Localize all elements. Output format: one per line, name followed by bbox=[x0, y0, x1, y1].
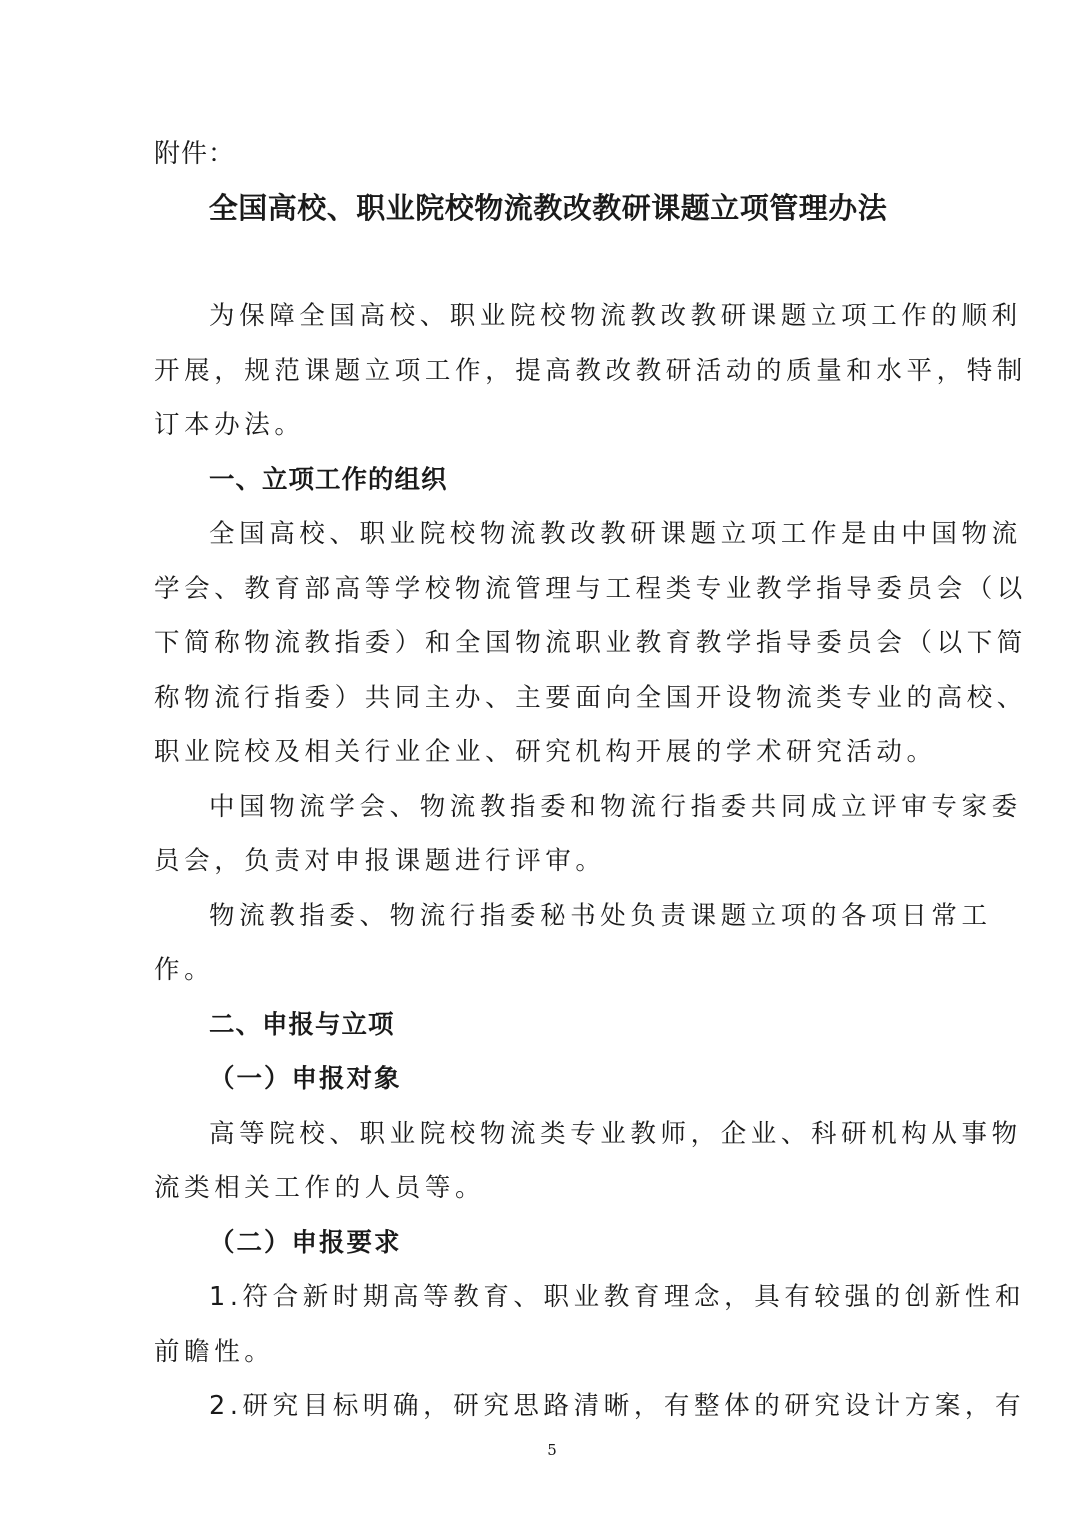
attachment-label: 附件： bbox=[154, 139, 236, 169]
section-heading: 二、申报与立项 bbox=[209, 1010, 395, 1040]
paragraph-line: 订本办法。 bbox=[154, 410, 305, 440]
paragraph-first-line: 为保障全国高校、职业院校物流教改教研课题立项工作的顺利 bbox=[209, 301, 1022, 331]
paragraph-line: 开展，规范课题立项工作，提高教改教研活动的质量和水平，特制 bbox=[154, 356, 1027, 386]
paragraph-first-line: 中国物流学会、物流教指委和物流行指委共同成立评审专家委 bbox=[209, 792, 1022, 822]
paragraph-line: 员会，负责对申报课题进行评审。 bbox=[154, 846, 606, 876]
paragraph-line: 流类相关工作的人员等。 bbox=[154, 1173, 486, 1203]
paragraph-first-line: 2.研究目标明确，研究思路清晰，有整体的研究设计方案，有 bbox=[209, 1391, 1026, 1421]
paragraph-line: 作。 bbox=[154, 955, 215, 985]
paragraph-line: 前瞻性。 bbox=[154, 1337, 275, 1367]
paragraph-first-line: 全国高校、职业院校物流教改教研课题立项工作是由中国物流 bbox=[209, 519, 1022, 549]
paragraph-line: 职业院校及相关行业企业、研究机构开展的学术研究活动。 bbox=[154, 737, 937, 767]
paragraph-line: 学会、教育部高等学校物流管理与工程类专业教学指导委员会（以 bbox=[154, 574, 1027, 604]
subsection-heading: （一）申报对象 bbox=[209, 1064, 402, 1094]
paragraph-line: 下简称物流教指委）和全国物流职业教育教学指导委员会（以下简 bbox=[154, 628, 1027, 658]
subsection-heading: （二）申报要求 bbox=[209, 1228, 402, 1258]
paragraph-first-line: 物流教指委、物流行指委秘书处负责课题立项的各项日常工 bbox=[209, 901, 992, 931]
page-number: 5 bbox=[547, 1441, 557, 1459]
section-heading: 一、立项工作的组织 bbox=[209, 465, 448, 495]
paragraph-first-line: 高等院校、职业院校物流类专业教师，企业、科研机构从事物 bbox=[209, 1119, 1022, 1149]
document-title: 全国高校、职业院校物流教改教研课题立项管理办法 bbox=[208, 191, 888, 225]
paragraph-line: 称物流行指委）共同主办、主要面向全国开设物流类专业的高校、 bbox=[154, 683, 1027, 713]
paragraph-first-line: 1.符合新时期高等教育、职业教育理念，具有较强的创新性和 bbox=[209, 1282, 1026, 1312]
